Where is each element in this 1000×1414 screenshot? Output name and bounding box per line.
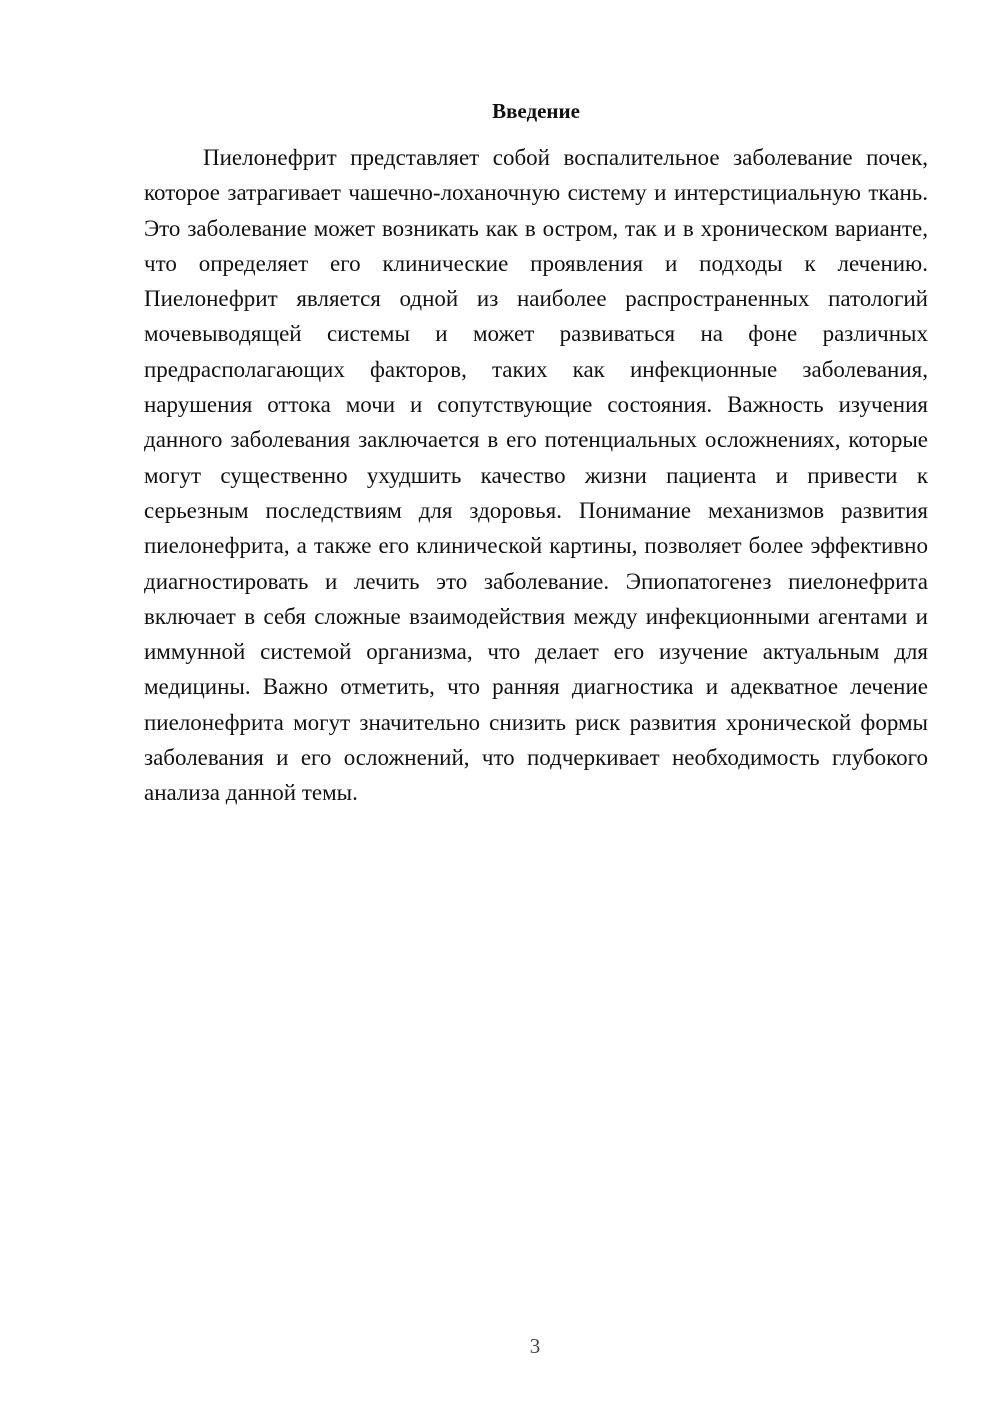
body-paragraph: Пиелонефрит представляет собой воспалительное заболевание почек, которое затрагивает чашечно-лоханочную систему и интерстициальную ткань. Это заболевание может возникать как в остром, так и в хроническом варианте, что определяет его клинические проявления и подходы к лечению. Пиелонефрит является одной из наиболее распространенных патологий мочевыводящей системы и может развиваться на фоне различных предрасполагающих факторов, таких как инфекционные заболевания, нарушения оттока мочи и сопутствующие состояния. Важность изучения данного заболевания заключается в его потенциальных осложнениях, которые могут существенно ухудшить качество жизни пациента и привести к серьезным последствиям для здоровья. Понимание механизмов развития пиелонефрита, а также его клинической картины, позволяет более эффективно диагностировать и лечить это заболевание. Эпиопатогенез пиелонефрита включает в себя сложные взаимодействия между инфекционными агентами и иммунной системой организма, что делает его изучение актуальным для медицины. Важно отметить, что ранняя диагностика и адекватное лечение пиелонефрита могут значительно снизить риск развития хронической формы заболевания и его осложнений, что подчеркивает необходимость глубокого анализа данной темы. <box>144 145 928 806</box>
section-heading: Введение <box>492 99 580 123</box>
page-number: 3 <box>529 1334 541 1358</box>
page-content <box>144 96 928 811</box>
